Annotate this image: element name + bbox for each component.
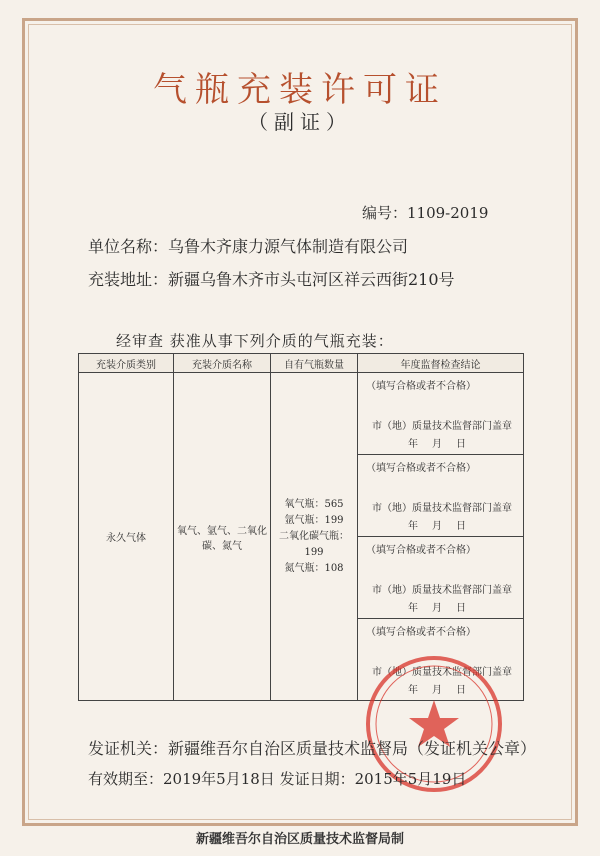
media-names [174, 373, 271, 701]
issued-by-footer: 新疆维吾尔自治区质量技术监督局制 [195, 832, 404, 847]
certificate-title: 气瓶充装许可证 [153, 70, 447, 110]
inspection-fill-text: （填写合格或者不合格） [366, 463, 476, 474]
header-category: 充装介质类别 [79, 354, 174, 373]
count-argon: 氩气瓶：199 [284, 514, 344, 526]
inspection-fill-text: （填写合格或者不合格） [366, 545, 476, 556]
count-co2-label: 二氧化碳气瓶： [279, 530, 349, 542]
cylinder-counts [271, 373, 358, 701]
inspection-slot [358, 373, 523, 455]
inspection-slot [358, 455, 523, 537]
inspection-fill-text: （填写合格或者不合格） [366, 627, 476, 638]
inspection-authority: 市（地）质量技术监督部门盖章 [372, 421, 512, 432]
inspection-date: 年月日 [408, 439, 480, 450]
count-nitrogen: 氮气瓶：108 [284, 562, 344, 574]
filling-address: 充装地址：新疆乌鲁木齐市头屯河区祥云西街210号 [88, 270, 455, 289]
certificate-subtitle: （副证） [248, 110, 352, 134]
count-oxygen: 氧气瓶：565 [284, 498, 344, 510]
inspection-slot [358, 537, 523, 619]
header-annual-inspection: 年度监督检查结论 [358, 354, 524, 373]
inspection-date: 年月日 [408, 685, 480, 696]
inspection-date: 年月日 [408, 603, 480, 614]
media-table [78, 353, 524, 701]
media-category [79, 373, 174, 701]
media-names-text: 氧气、氩气、二氧化碳、氮气 [177, 525, 267, 552]
inspection-authority: 市（地）质量技术监督部门盖章 [372, 585, 512, 596]
serial-number: 编号：1109-2019 [362, 204, 489, 222]
inspection-authority: 市（地）质量技术监督部门盖章 [372, 503, 512, 514]
approval-statement: 经审查 获准从事下列介质的气瓶充装： [116, 332, 394, 350]
validity-dates: 有效期至：2019年5月18日 发证日期：2015年5月19日 [88, 770, 467, 788]
issuing-authority: 发证机关：新疆维吾尔自治区质量技术监督局（发证机关公章） [88, 739, 537, 758]
header-cylinder-count: 自有气瓶数量 [271, 354, 358, 373]
count-co2-value: 199 [304, 546, 324, 558]
unit-name: 单位名称：乌鲁木齐康力源气体制造有限公司 [88, 237, 409, 256]
inspection-fill-text: （填写合格或者不合格） [366, 381, 476, 392]
inspection-authority: 市（地）质量技术监督部门盖章 [372, 667, 512, 678]
media-category-text: 永久气体 [106, 533, 146, 544]
inspection-date: 年月日 [408, 521, 480, 532]
header-media-name: 充装介质名称 [174, 354, 271, 373]
